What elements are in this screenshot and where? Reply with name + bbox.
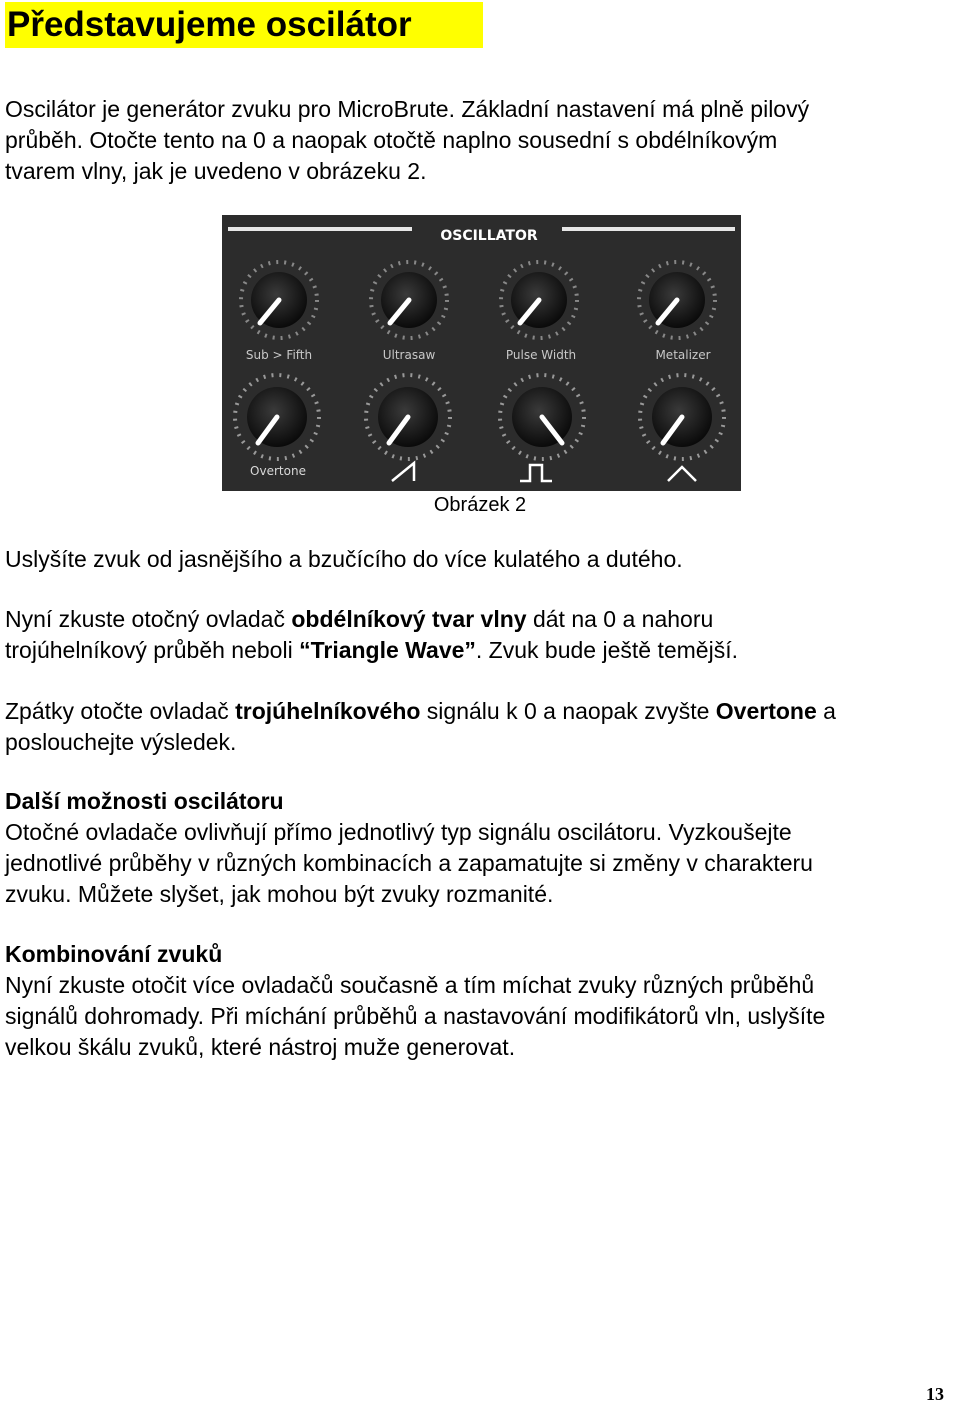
section-combining (5, 939, 957, 1063)
paragraph-line: Otočné ovladače ovlivňují přímo jednotlivý typ signálu oscilátoru. Vyzkoušejte (5, 819, 792, 845)
text-run: dát na 0 a nahoru (526, 606, 714, 632)
paragraph-line: signálů dohromady. Při míchání průběhů a nastavování modifikátorů vln, uslyšíte (5, 1003, 826, 1029)
section-options (5, 786, 957, 910)
bold-text: “Triangle Wave” (299, 637, 476, 663)
page-title: Představujeme oscilátor (5, 2, 483, 48)
label-metalizer: Metalizer (655, 348, 711, 362)
figure-caption: Obrázek 2 (433, 494, 527, 516)
label-overtone: Overtone (250, 464, 306, 478)
text-run: Nyní zkuste otočný ovladač (5, 606, 292, 632)
page-number: 13 (926, 1384, 944, 1404)
section-heading: Kombinování zvuků (5, 941, 223, 967)
paragraph-line (5, 696, 957, 727)
intro-line: tvarem vlny, jak je uvedeno v obrázeku 2. (5, 158, 427, 184)
paragraph-line: jednotlivé průběhy v různých kombinacích a zapamatujte si změny v charakteru (5, 850, 813, 876)
paragraph-line: Nyní zkuste otočit více ovladačů současně a tím míchat zvuky různých průběhů (5, 972, 815, 998)
panel-title: OSCILLATOR (440, 228, 538, 244)
paragraph-line: zvuku. Můžete slyšet, jak mohou být zvuky rozmanité. (5, 881, 554, 907)
paragraph-line: velkou škálu zvuků, které nástroj muže generovat. (5, 1034, 516, 1060)
label-sub-fifth: Sub > Fifth (245, 348, 313, 362)
text-run: Zpátky otočte ovladač (5, 698, 236, 724)
intro-line: Oscilátor je generátor zvuku pro MicroBrute. Základní nastavení má plně pilový (5, 96, 810, 122)
paragraph-line: poslouchejte výsledek. (5, 729, 237, 755)
text-run: . Zvuk bude ještě temější. (475, 637, 738, 663)
paragraph (5, 696, 957, 758)
paragraph-line (5, 635, 957, 666)
bold-text: Overtone (715, 698, 817, 724)
oscillator-panel-image (222, 215, 741, 491)
text-run: trojúhelníkový průběh neboli (5, 637, 300, 663)
section-heading: Další možnosti oscilátoru (5, 788, 284, 814)
text-run: signálu k 0 a naopak zvyšte (420, 698, 716, 724)
text-run: a (816, 698, 836, 724)
label-ultrasaw: Ultrasaw (382, 348, 436, 362)
intro-paragraph (5, 94, 957, 187)
bold-text: trojúhelníkového (235, 698, 421, 724)
intro-line: průběh. Otočte tento na 0 a naopak otočtě naplno sousední s obdélníkovým (5, 127, 778, 153)
bold-text: obdélníkový tvar vlny (291, 606, 527, 632)
label-pulse-width: Pulse Width (505, 348, 577, 362)
paragraph: Uslyšíte zvuk od jasnějšího a bzučícího do více kulatého a dutého. (5, 546, 683, 572)
paragraph-line (5, 604, 957, 635)
paragraph (5, 604, 957, 666)
